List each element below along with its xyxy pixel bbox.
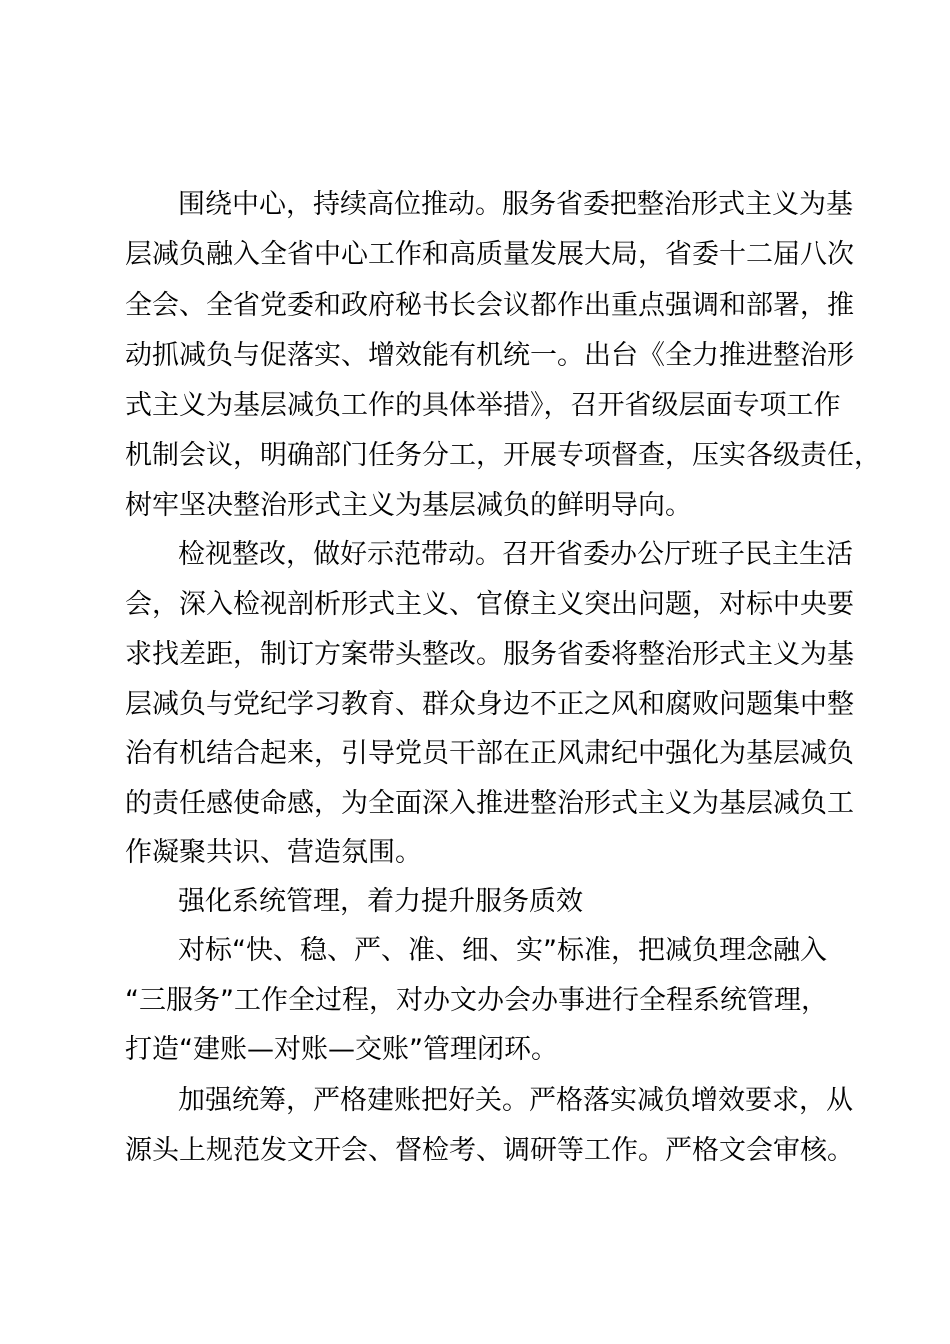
paragraph-1-line-7-text: 树牢坚决整治形式主义为基层减负的鲜明导向。 (125, 490, 692, 521)
paragraph-2-line-7 (0, 828, 950, 878)
section-heading (0, 877, 950, 927)
paragraph-2-line-4-text: 层减负与党纪学习教育、群众身边不正之风和腐败问题集中整 (125, 689, 854, 720)
paragraph-1-line-4-text: 动抓减负与促落实、增效能有机统一。出台《全力推进整治形 (125, 340, 854, 371)
paragraph-1-line-1-text: 围绕中心，持续高位推动。服务省委把整治形式主义为基 (178, 189, 853, 220)
paragraph-2-line-7-text: 作凝聚共识、营造氛围。 (125, 837, 422, 868)
paragraph-1-line-7 (0, 481, 950, 531)
paragraph-1-line-1 (0, 180, 950, 230)
paragraph-4-line-3-text: 打造“建账—对账—交账”管理闭环。 (125, 1034, 558, 1065)
paragraph-4-line-3 (0, 1025, 950, 1075)
paragraph-1-line-5 (0, 381, 950, 431)
paragraph-1-line-3-text: 全会、全省党委和政府秘书长会议都作出重点强调和部署，推 (125, 290, 854, 321)
paragraph-1-line-2 (0, 230, 950, 280)
paragraph-4-line-1-text: 对标“快、稳、严、准、细、实”标准，把减负理念融入 (178, 935, 827, 966)
paragraph-4-line-2 (0, 976, 950, 1026)
paragraph-1-line-6-text: 机制会议，明确部门任务分工，开展专项督查，压实各级责任， (125, 440, 881, 471)
paragraph-2-line-6 (0, 779, 950, 829)
paragraph-2-line-1 (0, 530, 950, 580)
paragraph-1-line-5-text: 式主义为基层减负工作的具体举措》，召开省级层面专项工作 (125, 390, 841, 421)
paragraph-1-line-3 (0, 281, 950, 331)
paragraph-1-line-4 (0, 331, 950, 381)
paragraph-2-line-2-text: 会，深入检视剖析形式主义、官僚主义突出问题，对标中央要 (125, 589, 854, 620)
paragraph-2-line-2 (0, 580, 950, 630)
section-heading-text: 强化系统管理，着力提升服务质效 (178, 886, 583, 917)
paragraph-2-line-3 (0, 630, 950, 680)
paragraph-5-line-2 (0, 1126, 950, 1176)
paragraph-1-line-6 (0, 431, 950, 481)
paragraph-2-line-5 (0, 729, 950, 779)
paragraph-1-line-2-text: 层减负融入全省中心工作和高质量发展大局，省委十二届八次 (125, 239, 854, 270)
paragraph-2-line-1-text: 检视整改，做好示范带动。召开省委办公厅班子民主生活 (178, 539, 853, 570)
paragraph-5-line-2-text: 源头上规范发文开会、督检考、调研等工作。严格文会审核。 (125, 1135, 854, 1166)
paragraph-2-line-4 (0, 680, 950, 730)
paragraph-4-line-1 (0, 926, 950, 976)
paragraph-2-line-3-text: 求找差距，制订方案带头整改。服务省委将整治形式主义为基 (125, 639, 854, 670)
paragraph-2-line-5-text: 治有机结合起来，引导党员干部在正风肃纪中强化为基层减负 (125, 738, 854, 769)
paragraph-2-line-6-text: 的责任感使命感，为全面深入推进整治形式主义为基层减负工 (125, 788, 854, 819)
paragraph-5-line-1 (0, 1076, 950, 1126)
paragraph-4-line-2-text: “三服务”工作全过程，对办文办会办事进行全程系统管理， (125, 985, 828, 1016)
paragraph-5-line-1-text: 加强统筹，严格建账把好关。严格落实减负增效要求，从 (178, 1085, 853, 1116)
